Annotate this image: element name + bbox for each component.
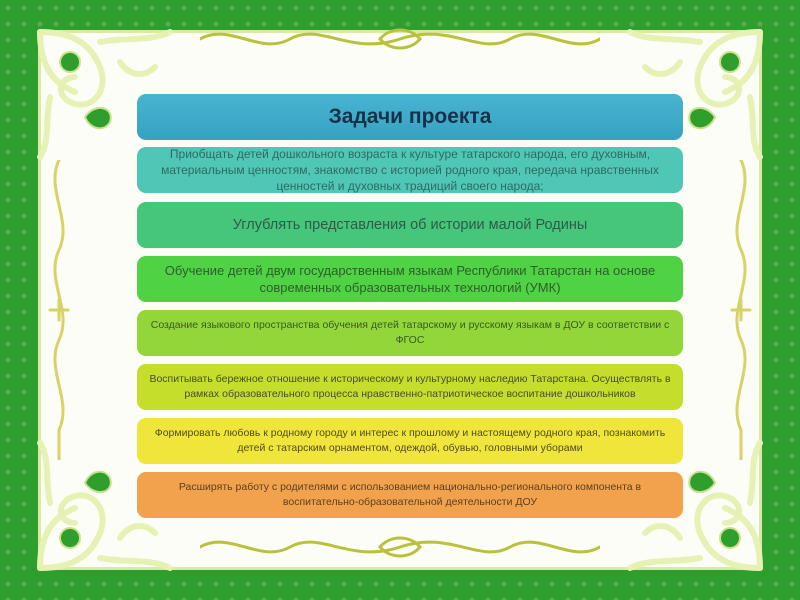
side-ornament-icon bbox=[722, 160, 760, 460]
bottom-ornament-band-icon bbox=[200, 530, 600, 564]
corner-ornament-icon bbox=[620, 22, 770, 162]
corner-ornament-icon bbox=[30, 22, 180, 162]
task-box-6: Формировать любовь к родному городу и интерес к прошлому и настоящему родного края, познакомить детей с татарским орнаментом, одеждой, обувью, головными уборами bbox=[137, 418, 683, 464]
task-box-2: Углублять представления об истории малой Родины bbox=[137, 202, 683, 248]
task-box-5: Воспитывать бережное отношение к историческому и культурному наследию Татарстана. Осуществлять в рамках образовательного процесса нравственно-патриотическое воспитание дошкольников bbox=[137, 364, 683, 410]
task-box-1: Приобщать детей дошкольного возраста к культуре татарского народа, его духовным, материальным ценностям, знакомство с историей родного края, передача нравственных ценностей и духовных традиций своего народа; bbox=[137, 147, 683, 193]
top-ornament-band-icon bbox=[200, 22, 600, 56]
task-box-7: Расширять работу с родителями с использованием национально-регионального компонента в воспитательно-образовательной деятельности ДОУ bbox=[137, 472, 683, 518]
task-box-4: Создание языкового пространства обучения детей татарскому и русскому языкам в ДОУ в соответствии с ФГОС bbox=[137, 310, 683, 356]
side-ornament-icon bbox=[40, 160, 78, 460]
task-box-3: Обучение детей двум государственным языкам Республики Татарстан на основе современных образовательных технологий (УМК) bbox=[137, 256, 683, 302]
page-title: Задачи проекта bbox=[137, 94, 683, 140]
